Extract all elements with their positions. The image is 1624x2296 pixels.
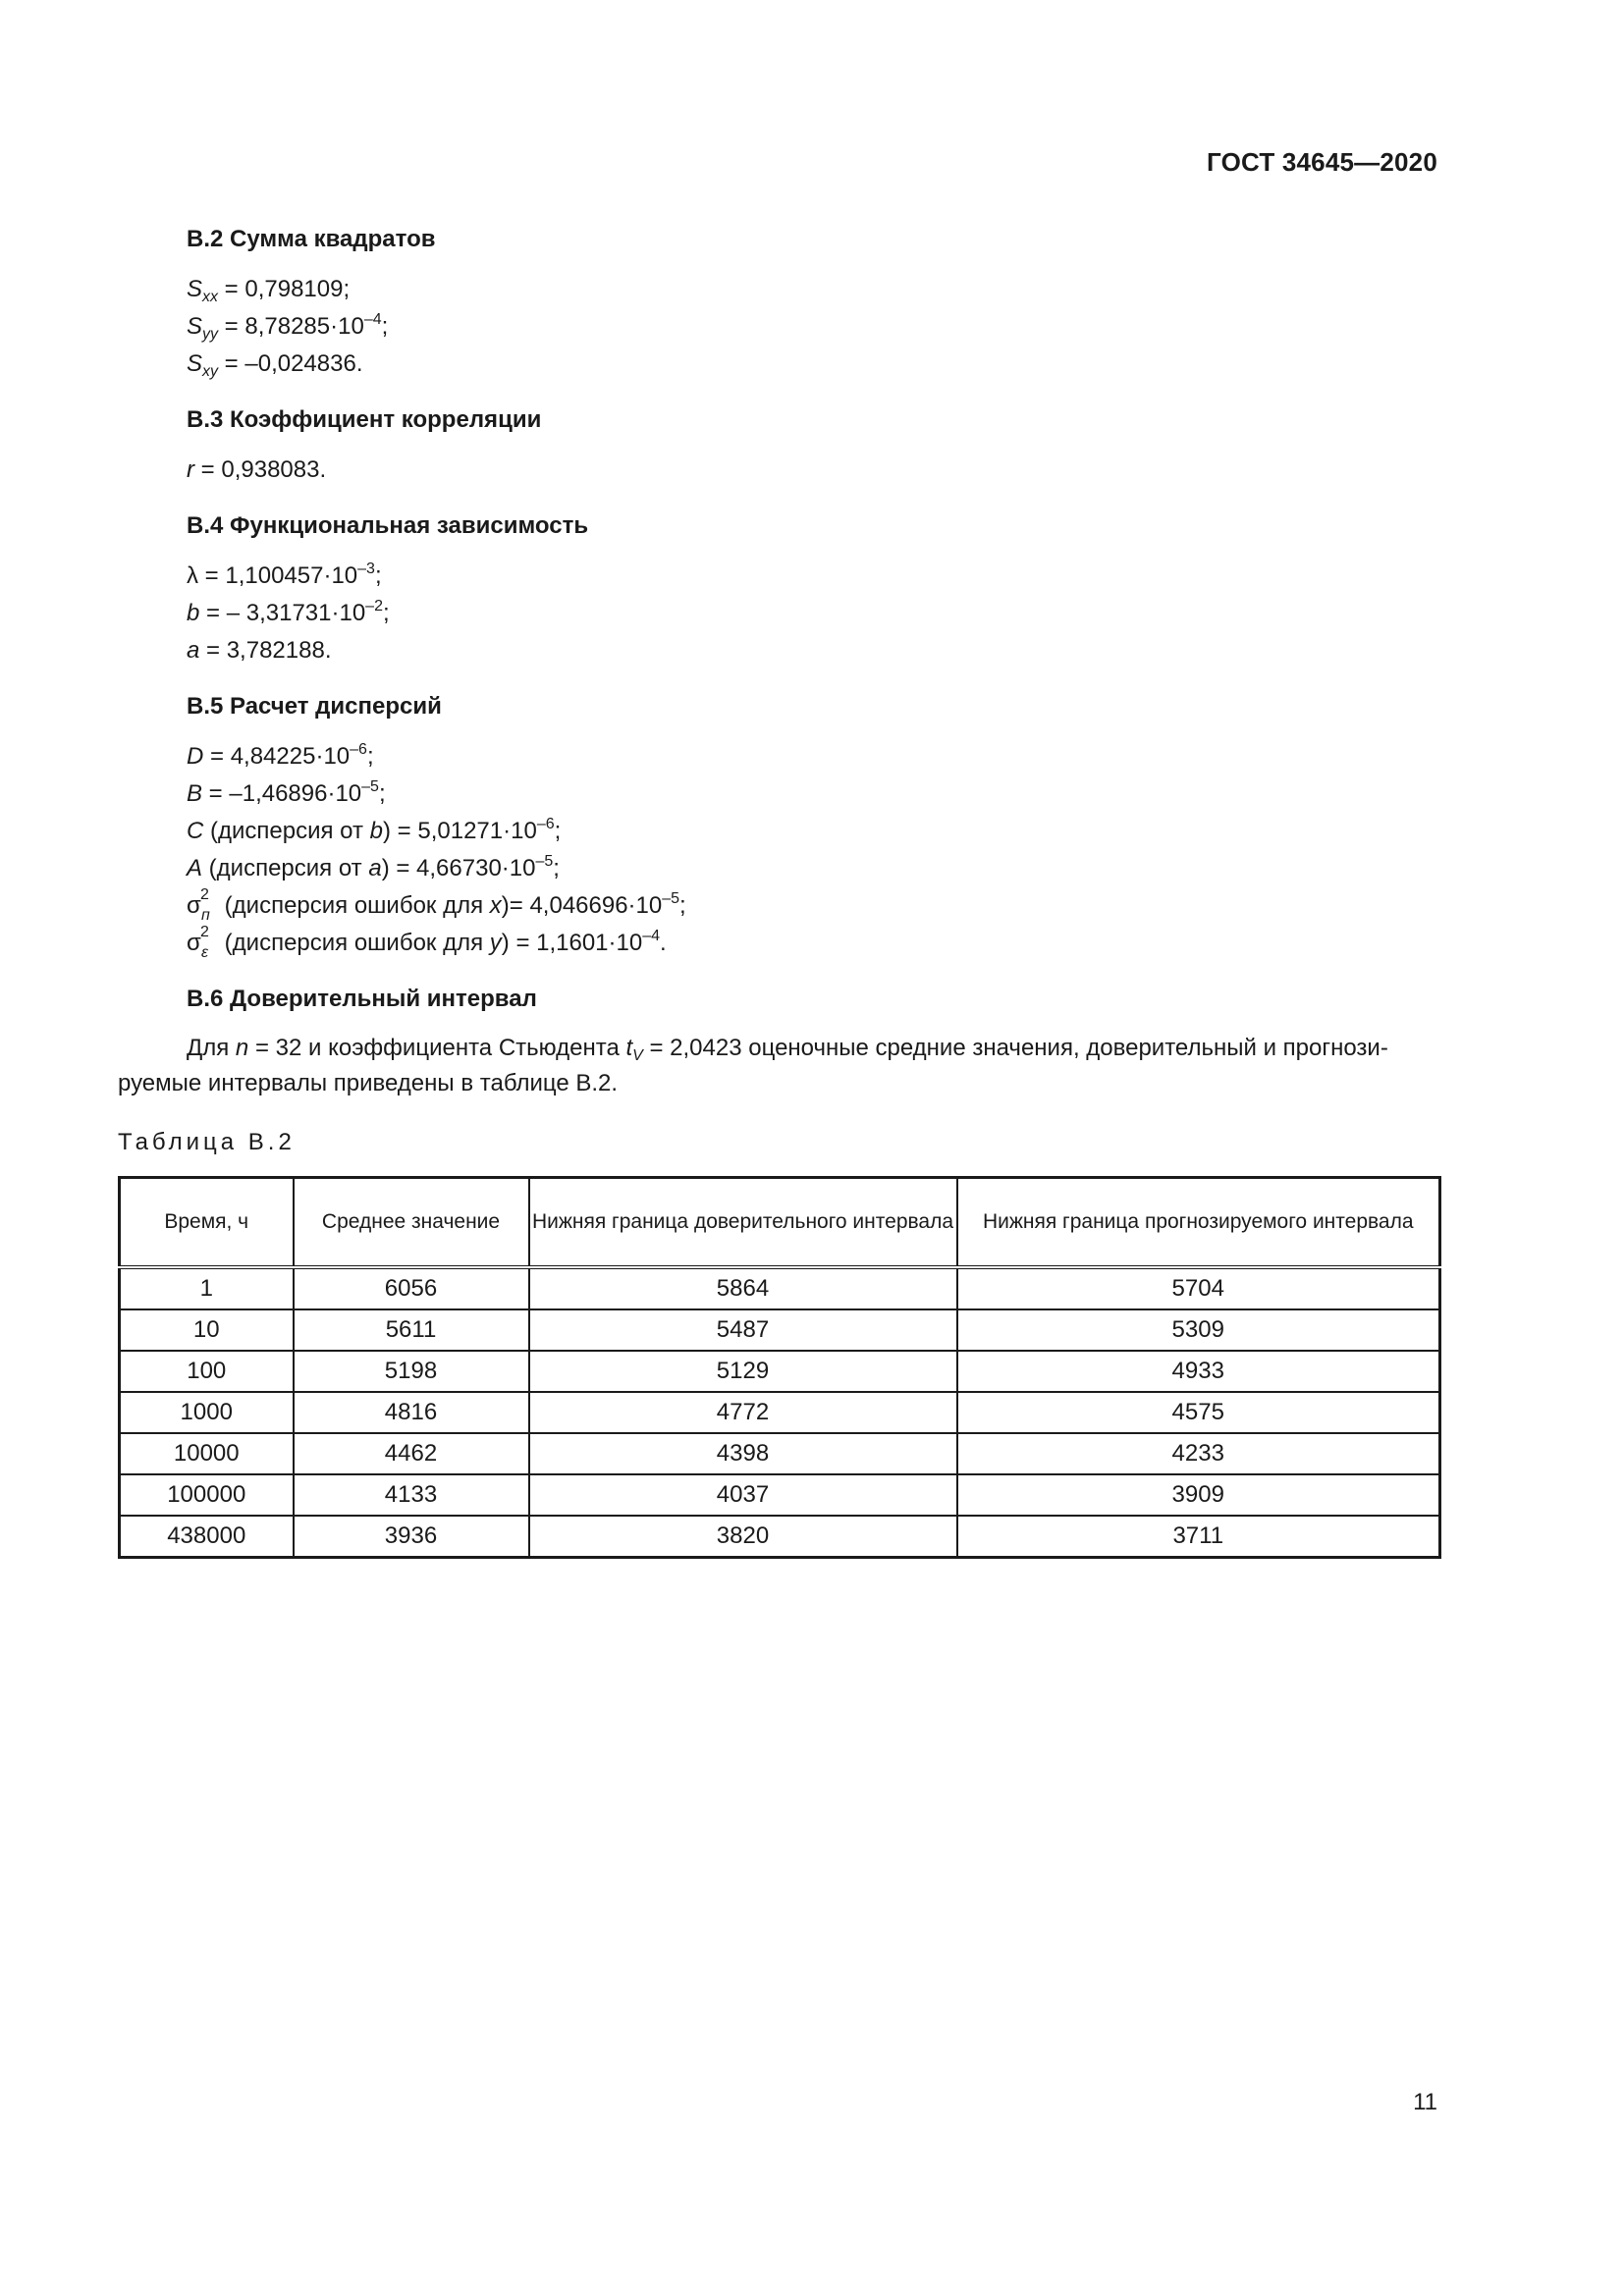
table-cell: 5487 bbox=[529, 1309, 957, 1351]
page-number: 11 bbox=[1413, 2089, 1437, 2115]
document-code: ГОСТ 34645—2020 bbox=[1207, 147, 1437, 177]
table-cell: 3711 bbox=[957, 1516, 1440, 1558]
table-row bbox=[120, 1351, 1440, 1392]
formula-sxy: $S_{xy} = -0,024836$. bbox=[187, 350, 363, 380]
column-header-confidence: Нижняя граница доверительного интервала bbox=[529, 1178, 957, 1268]
table-cell: 100000 bbox=[120, 1474, 294, 1516]
table-cell: 4933 bbox=[957, 1351, 1440, 1392]
formula-bb: $B = -1,46896\cdot 10^{-5}$; bbox=[187, 778, 386, 807]
section-title-b2: В.2 Сумма квадратов bbox=[187, 226, 436, 252]
table-row bbox=[120, 1516, 1440, 1558]
table-cell: 4398 bbox=[529, 1433, 957, 1474]
formula-b: b = – $3,31731\cdot 10^{-2}$; bbox=[187, 598, 390, 626]
table-cell: 5704 bbox=[957, 1267, 1440, 1309]
table-cell: 4816 bbox=[294, 1392, 529, 1433]
table-cell: 3909 bbox=[957, 1474, 1440, 1516]
formula-c: C (дисперсия от $b) = 5,01271\cdot 10^{-6}$; bbox=[187, 816, 562, 844]
column-header-time: Время, ч bbox=[120, 1178, 294, 1268]
table-cell: 4233 bbox=[957, 1433, 1440, 1474]
table-row bbox=[120, 1474, 1440, 1516]
document-body bbox=[118, 226, 1437, 1164]
table-cell: 5611 bbox=[294, 1309, 529, 1351]
formula-d: $D = 4,84225\cdot 10^{-6}$; bbox=[187, 741, 374, 770]
table-cell: 3820 bbox=[529, 1516, 957, 1558]
table-cell: 10 bbox=[120, 1309, 294, 1351]
section-title-b4: В.4 Функциональная зависимость bbox=[187, 512, 589, 539]
table-row bbox=[120, 1392, 1440, 1433]
table-cell: 10000 bbox=[120, 1433, 294, 1474]
section-b6-paragraph: Для n = 32 и коэффициента Стьюдента $t_V = 2,0423$ оценочные средние значения, доверительный и прогнози-руемые интервалы приведены в таблице В.2. bbox=[118, 1035, 1388, 1096]
table-cell: 3936 bbox=[294, 1516, 529, 1558]
table-cell: 1 bbox=[120, 1267, 294, 1309]
table-cell: 4462 bbox=[294, 1433, 529, 1474]
column-header-mean: Среднее значение bbox=[294, 1178, 529, 1268]
table-caption: Таблица В.2 bbox=[118, 1129, 296, 1155]
table-cell: 5129 bbox=[529, 1351, 957, 1392]
section-title-b5: В.5 Расчет дисперсий bbox=[187, 693, 442, 720]
formula-sigma-e: σ 2 ε (дисперсия ошибок для $y) = 1,1601\cdot 10^{-4}$. bbox=[187, 924, 667, 961]
section-title-b6: В.6 Доверительный интервал bbox=[187, 986, 537, 1012]
table-row bbox=[120, 1267, 1440, 1309]
formula-syy: $S_{yy} = 8,78285\cdot 10^{-4}$; bbox=[187, 311, 389, 343]
table-cell: 4575 bbox=[957, 1392, 1440, 1433]
table-cell: 4772 bbox=[529, 1392, 957, 1433]
section-title-b3: В.3 Коэффициент корреляции bbox=[187, 406, 542, 433]
table-cell: 1000 bbox=[120, 1392, 294, 1433]
column-header-prediction: Нижняя граница прогнозируемого интервала bbox=[957, 1178, 1440, 1268]
table-cell: 100 bbox=[120, 1351, 294, 1392]
formula-lambda: $\lambda = 1,100457\cdot 10^{-3}$; bbox=[187, 561, 382, 589]
table-cell: 4133 bbox=[294, 1474, 529, 1516]
table-cell: 438000 bbox=[120, 1516, 294, 1558]
table-row bbox=[120, 1309, 1440, 1351]
formula-r: r = 0,938083. bbox=[187, 456, 327, 483]
table-cell: 5198 bbox=[294, 1351, 529, 1392]
table-header-row bbox=[120, 1178, 1440, 1268]
formula-a: a = 3,782188. bbox=[187, 637, 332, 664]
table-row bbox=[120, 1433, 1440, 1474]
table-cell: 4037 bbox=[529, 1474, 957, 1516]
table-cell: 5309 bbox=[957, 1309, 1440, 1351]
formula-aa: A (дисперсия от $a) = 4,66730\cdot 10^{-5}$; bbox=[187, 853, 560, 881]
formula-sigma-n: σ 2 п (дисперсия ошибок для $x)= 4,046696\cdot 10^{-5}$; bbox=[187, 886, 686, 924]
data-table bbox=[118, 1176, 1441, 1559]
table-cell: 6056 bbox=[294, 1267, 529, 1309]
formula-sxx: $S_{xx} = 0,798109$; bbox=[187, 276, 351, 305]
table-cell: 5864 bbox=[529, 1267, 957, 1309]
